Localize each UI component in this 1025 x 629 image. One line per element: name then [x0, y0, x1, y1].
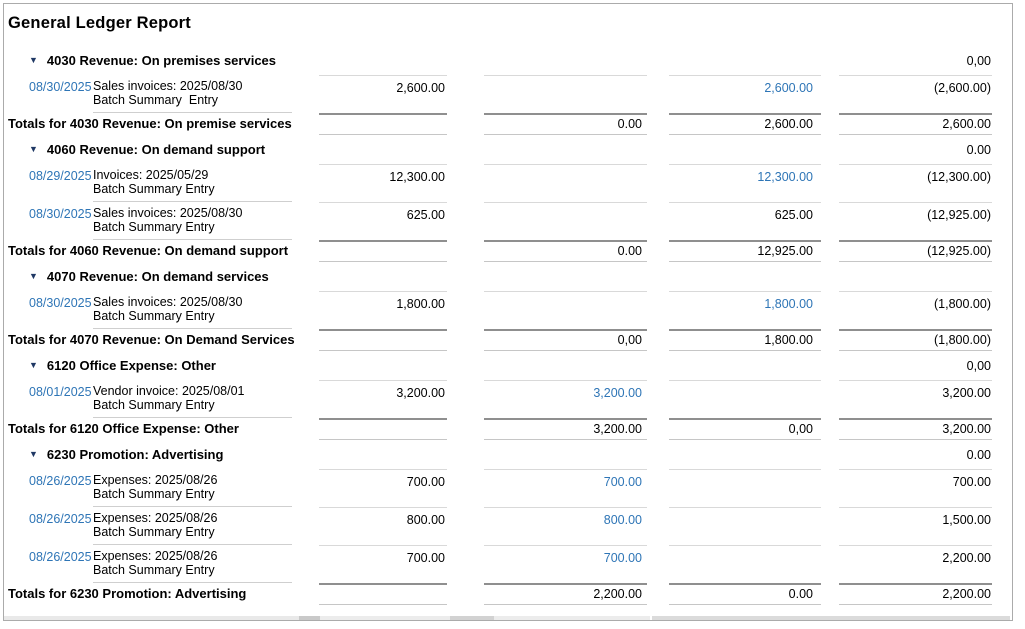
amount-cell: 700.00 — [319, 545, 447, 583]
transaction-entry-type: Batch Summary Entry — [93, 562, 215, 577]
amount-cell: 700.00 — [319, 469, 447, 507]
totals-debit: 0,00 — [484, 329, 647, 351]
section-header-4060 — [4, 135, 1012, 164]
debit-cell — [484, 164, 647, 202]
totals-row-6230 — [4, 583, 1012, 605]
debit-link[interactable]: 700.00 — [484, 469, 647, 507]
scrollbar-segment — [4, 616, 299, 620]
description-cell — [93, 75, 292, 113]
account-name: 6230 Promotion: Advertising — [46, 447, 224, 462]
collapse-triangle-icon[interactable]: ▼ — [29, 55, 38, 65]
table-row — [4, 202, 1012, 240]
totals-credit: 1,800.00 — [669, 329, 821, 351]
scrollbar-segment — [494, 616, 650, 620]
report-title: General Ledger Report — [8, 14, 191, 32]
totals-balance: 3,200.00 — [839, 418, 992, 440]
totals-label: Totals for 6120 Office Expense: Other — [8, 421, 239, 436]
collapse-triangle-icon[interactable]: ▼ — [29, 360, 38, 370]
table-row — [4, 380, 1012, 418]
amount-cell: 12,300.00 — [319, 164, 447, 202]
totals-balance: 2,600.00 — [839, 113, 992, 135]
transaction-date-link[interactable]: 08/30/2025 — [29, 207, 92, 221]
table-row — [4, 507, 1012, 545]
description-cell — [93, 291, 292, 329]
balance-cell: (12,925.00) — [839, 202, 992, 240]
transaction-entry-type: Batch Summary Entry — [93, 92, 219, 107]
totals-label: Totals for 4070 Revenue: On Demand Services — [8, 332, 295, 347]
totals-label: Totals for 4030 Revenue: On premise services — [8, 116, 292, 131]
debit-link[interactable]: 700.00 — [484, 545, 647, 583]
section-header-4030 — [4, 46, 1012, 75]
section-header-label — [4, 269, 292, 284]
description-cell — [93, 164, 292, 202]
scrollbar-segment — [320, 616, 450, 620]
account-name: 4060 Revenue: On demand support — [46, 142, 266, 157]
totals-balance: (12,925.00) — [839, 240, 992, 262]
scrollbar-segment — [299, 616, 320, 620]
transaction-entry-type: Batch Summary Entry — [93, 308, 215, 323]
table-row — [4, 164, 1012, 202]
section-header-6120 — [4, 351, 1012, 380]
balance-cell: 3,200.00 — [839, 380, 992, 418]
transaction-entry-type: Batch Summary Entry — [93, 181, 215, 196]
totals-amount — [319, 583, 447, 605]
description-cell — [93, 507, 292, 545]
totals-debit: 0.00 — [484, 113, 647, 135]
credit-link[interactable]: 1,800.00 — [669, 291, 821, 329]
section-header-label — [4, 142, 292, 157]
totals-credit: 0,00 — [669, 418, 821, 440]
transaction-description: Expenses: 2025/08/26 — [93, 511, 218, 525]
debit-link[interactable]: 3,200.00 — [484, 380, 647, 418]
date-cell — [4, 164, 93, 202]
transaction-date-link[interactable]: 08/30/2025 — [29, 296, 92, 310]
transaction-description: Expenses: 2025/08/26 — [93, 549, 218, 563]
transaction-entry-type: Batch Summary Entry — [93, 219, 215, 234]
totals-balance: (1,800.00) — [839, 329, 992, 351]
transaction-description: Vendor invoice: 2025/08/01 — [93, 384, 245, 398]
transaction-date-link[interactable]: 08/26/2025 — [29, 512, 92, 526]
totals-row-4070 — [4, 329, 1012, 351]
opening-balance: 0,00 — [966, 358, 991, 373]
opening-balance: 0.00 — [966, 447, 991, 462]
totals-credit: 12,925.00 — [669, 240, 821, 262]
horizontal-scrollbar[interactable] — [4, 616, 1012, 620]
transaction-description: Invoices: 2025/05/29 — [93, 168, 209, 182]
section-header-label — [4, 447, 292, 462]
credit-cell — [669, 469, 821, 507]
debit-cell — [484, 75, 647, 113]
totals-row-4030 — [4, 113, 1012, 135]
transaction-date-link[interactable]: 08/01/2025 — [29, 385, 92, 399]
account-name: 6120 Office Expense: Other — [46, 358, 216, 373]
section-header-label — [4, 358, 292, 373]
totals-amount — [319, 329, 447, 351]
section-header-6230 — [4, 440, 1012, 469]
scrollbar-segment — [652, 616, 1010, 620]
transaction-description: Expenses: 2025/08/26 — [93, 473, 218, 487]
report-window — [3, 3, 1013, 621]
credit-cell — [669, 507, 821, 545]
credit-cell — [669, 380, 821, 418]
totals-label: Totals for 4060 Revenue: On demand support — [8, 243, 289, 258]
totals-credit: 2,600.00 — [669, 113, 821, 135]
date-cell — [4, 202, 93, 240]
amount-cell: 625.00 — [319, 202, 447, 240]
credit-link[interactable]: 2,600.00 — [669, 75, 821, 113]
collapse-triangle-icon[interactable]: ▼ — [29, 271, 38, 281]
totals-debit: 2,200.00 — [484, 583, 647, 605]
debit-cell — [484, 202, 647, 240]
totals-debit: 3,200.00 — [484, 418, 647, 440]
description-cell — [93, 380, 292, 418]
date-cell — [4, 545, 93, 583]
date-cell — [4, 75, 93, 113]
date-cell — [4, 507, 93, 545]
debit-cell — [484, 291, 647, 329]
totals-balance: 2,200.00 — [839, 583, 992, 605]
collapse-triangle-icon[interactable]: ▼ — [29, 144, 38, 154]
totals-row-6120 — [4, 418, 1012, 440]
transaction-date-link[interactable]: 08/26/2025 — [29, 474, 92, 488]
transaction-date-link[interactable]: 08/29/2025 — [29, 169, 92, 183]
totals-amount — [319, 240, 447, 262]
date-cell — [4, 380, 93, 418]
balance-cell: 700.00 — [839, 469, 992, 507]
amount-cell: 800.00 — [319, 507, 447, 545]
transaction-entry-type: Batch Summary Entry — [93, 486, 215, 501]
transaction-date-link[interactable]: 08/26/2025 — [29, 550, 92, 564]
table-row — [4, 291, 1012, 329]
opening-balance: 0.00 — [966, 142, 991, 157]
description-cell — [93, 545, 292, 583]
totals-row-4060 — [4, 240, 1012, 262]
transaction-description: Sales invoices: 2025/08/30 — [93, 295, 243, 309]
credit-link[interactable]: 12,300.00 — [669, 164, 821, 202]
credit-cell — [669, 545, 821, 583]
account-name: 4070 Revenue: On demand services — [46, 269, 269, 284]
section-header-label — [4, 53, 292, 68]
totals-debit: 0.00 — [484, 240, 647, 262]
collapse-triangle-icon[interactable]: ▼ — [29, 449, 38, 459]
description-cell — [93, 202, 292, 240]
credit-cell: 625.00 — [669, 202, 821, 240]
balance-cell: 2,200.00 — [839, 545, 992, 583]
description-cell — [93, 469, 292, 507]
balance-cell: (1,800.00) — [839, 291, 992, 329]
section-header-4070 — [4, 262, 1012, 291]
date-cell — [4, 469, 93, 507]
amount-cell: 1,800.00 — [319, 291, 447, 329]
account-name: 4030 Revenue: On premises services — [46, 53, 277, 68]
balance-cell: (12,300.00) — [839, 164, 992, 202]
balance-cell: (2,600.00) — [839, 75, 992, 113]
date-cell — [4, 291, 93, 329]
totals-credit: 0.00 — [669, 583, 821, 605]
totals-amount — [319, 113, 447, 135]
totals-label: Totals for 6230 Promotion: Advertising — [8, 586, 247, 601]
amount-cell: 3,200.00 — [319, 380, 447, 418]
table-row — [4, 545, 1012, 583]
transaction-entry-type: Batch Summary Entry — [93, 397, 215, 412]
transaction-description: Sales invoices: 2025/08/30 — [93, 79, 243, 93]
opening-balance: 0,00 — [966, 53, 991, 68]
table-row — [4, 75, 1012, 113]
transaction-date-link[interactable]: 08/30/2025 — [29, 80, 92, 94]
transaction-description: Sales invoices: 2025/08/30 — [93, 206, 243, 220]
scrollbar-segment — [450, 616, 494, 620]
amount-cell: 2,600.00 — [319, 75, 447, 113]
transaction-entry-type: Batch Summary Entry — [93, 524, 215, 539]
debit-link[interactable]: 800.00 — [484, 507, 647, 545]
table-row — [4, 469, 1012, 507]
totals-amount — [319, 418, 447, 440]
balance-cell: 1,500.00 — [839, 507, 992, 545]
